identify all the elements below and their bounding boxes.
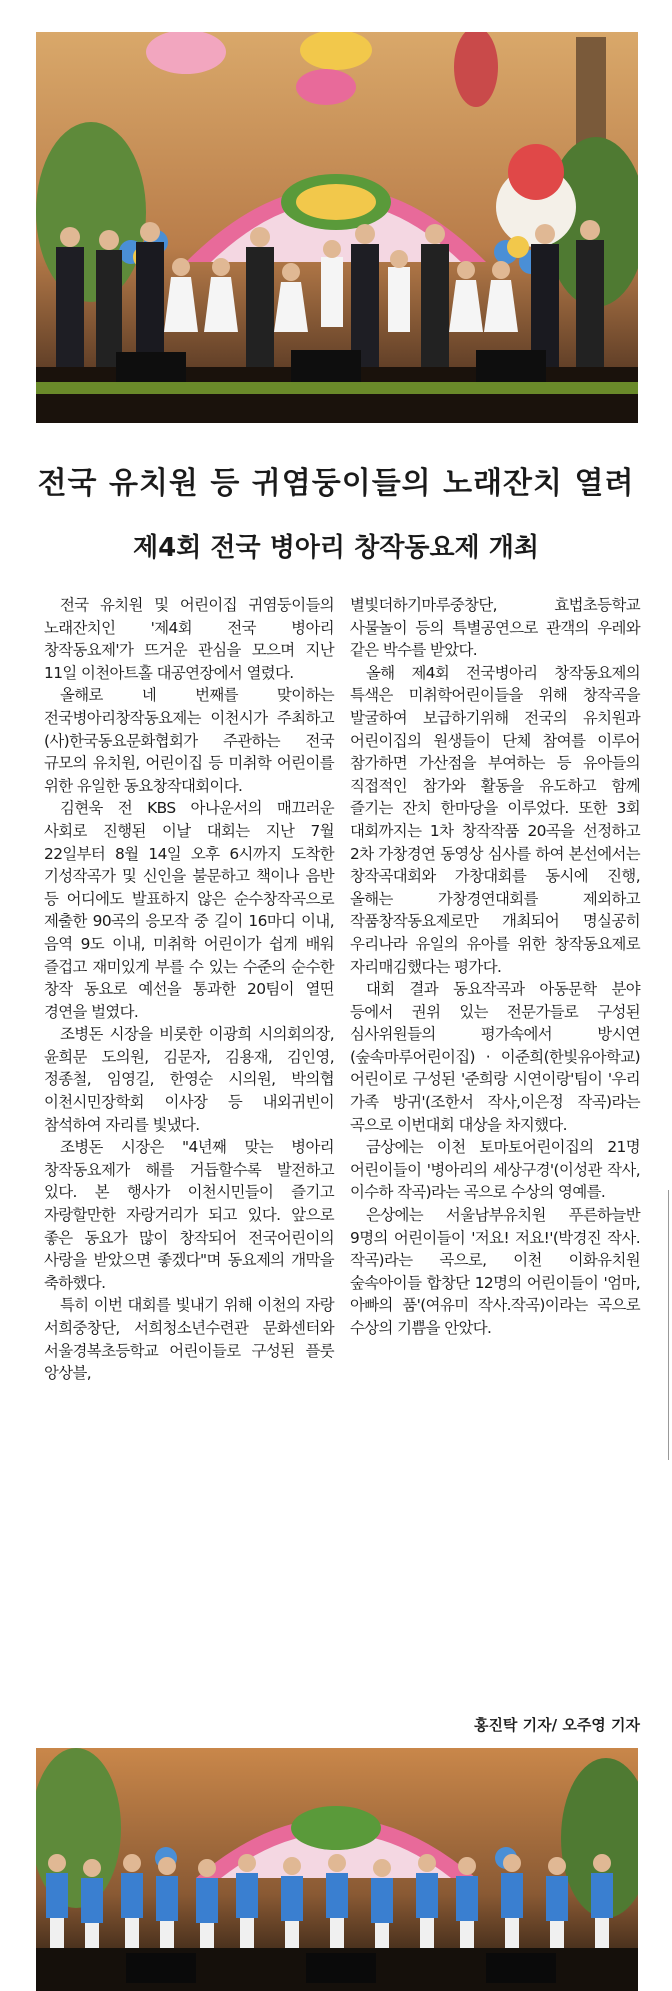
column-edge-rule	[668, 1190, 669, 1460]
paragraph: 특히 이번 대회를 빛내기 위해 이천의 자랑 서희중창단, 서희청소년수련관 문화센터와 서울경복초등학교 어린이들로 구성된 플룻 앙상블,	[44, 1296, 334, 1383]
paragraph: 전국 유치원 및 어린이집 귀염둥이들의 노래잔치인 '제4회 전국 병아리 창작동요제'가 뜨거운 관심을 모으며 지난 11일 이천아트홀 대공연장에서 열렸다.	[44, 596, 334, 682]
paragraph: 금상에는 이천 토마토어린이집의 21명 어린이들이 '병아리의 세상구경'(이성관 작사, 이수하 작곡)라는 곡으로 수상의 영예를.	[350, 1138, 640, 1202]
paragraph: 은상에는 서울남부유치원 푸른하늘반 9명의 어린이들이 '저요! 저요!'(박경진 작사.작곡)라는 곡으로, 이천 이화유치원 숲속아이들 합창단 12명의 어린이들이 '엄마, 아빠의 품'(여유미 작사.작곡)이라는 곡으로 수상의 기쁨을 안았다.	[350, 1206, 640, 1337]
paragraph: 조병돈 시장은 "4년째 맞는 병아리 창작동요제가 해를 거듭할수록 발전하고 있다. 본 행사가 이천시민들이 즐기고 자랑할만한 자랑거리가 되고 있다. 앞으로 좋은 동요가 많이 창작되어 전국어린이의 사랑을 받았으면 좋겠다"며 동요제의 개막을 축하했다.	[44, 1138, 334, 1292]
article-subheadline: 제4회 전국 병아리 창작동요제 개최	[133, 533, 539, 563]
article-column-right	[350, 594, 640, 1340]
paragraph: 조병돈 시장을 비롯한 이광희 시의회의장, 윤희문 도의원, 김문자, 김용재, 김인영, 정종철, 임영길, 한영순 시의원, 박의협 이천시민장학회 이사장 등 내외귀빈이 참석하여 자리를 빛냈다.	[44, 1025, 334, 1134]
stage-performance-icon	[36, 32, 638, 423]
article-headline: 전국 유치원 등 귀염둥이들의 노래잔치 열려	[37, 466, 635, 501]
stage-performance-photo	[36, 32, 638, 423]
paragraph: 올해 제4회 전국병아리 창작동요제의 특색은 미취학어린이들을 위해 창작곡을 발굴하여 보급하기위해 전국의 유치원과 어린이집의 원생들이 단체 참여를 이루어 참가하면 가산점을 부여하는 등 유아들의 직접적인 참가와 활동을 유도하고 함께 즐기는 잔치 한마당을 이루었다. 또한 3회 대회까지는 1차 창작작품 20곡을 선정하고 2차 가창경연 동영상 심사를 하여 본선에서는 창작곡대회와 가창대회를 동시에 진행, 올해는 가창경연대회를 제외하고 작품창작동요제로만 개최되어 명실공히 우리나라 유일의 유아를 위한 창작동요제로 자리매김했다는 평가다.	[350, 663, 640, 976]
article-byline: 홍진탁 기자/ 오주영 기자	[473, 1716, 640, 1734]
paragraph: 대회 결과 동요작곡과 아동문학 분야 등에서 권위 있는 전문가들로 구성된 심사위원들의 평가속에서 방시연(숲속마루어린이집) · 이준희(한빛유아학교) 어린이로 구성된 '준희랑 시연이랑'팀이 '우리 가족 방귀'(조한서 작사,이은정 작곡)라는 곡으로 이번대회 대상을 차지했다.	[350, 980, 640, 1134]
paragraph: 올해로 네 번째를 맞이하는 전국병아리창작동요제는 이천시가 주최하고 (사)한국동요문화협회가 주관하는 전국 규모의 유치원, 어린이집 등 미취학 어린이를 위한 유일한 동요창작대회이다.	[44, 686, 334, 795]
children-choir-icon	[36, 1748, 638, 1991]
children-choir-photo	[36, 1748, 638, 1991]
paragraph: 김현욱 전 KBS 아나운서의 매끄러운 사회로 진행된 이날 대회는 지난 7월 22일부터 8월 14일 오후 6시까지 도착한 기성작곡가 및 신인을 불문하고 책이나 음반 등 어디에도 발표하지 않은 순수창작곡으로 제출한 90곡의 응모작 중 길이 16마디 이내, 음역 9도 이내, 미취학 어린이가 쉽게 배워 즐겁고 재미있게 부를 수 있는 수준의 순수한 창작 동요로 예선을 통과한 20팀이 열띤 경연을 벌였다.	[44, 799, 334, 1021]
article-column-left	[44, 594, 334, 1385]
paragraph: 별빛더하기마루중창단, 효법초등학교 사물놀이 등의 특별공연으로 관객의 우레와 같은 박수를 받았다.	[350, 596, 640, 660]
